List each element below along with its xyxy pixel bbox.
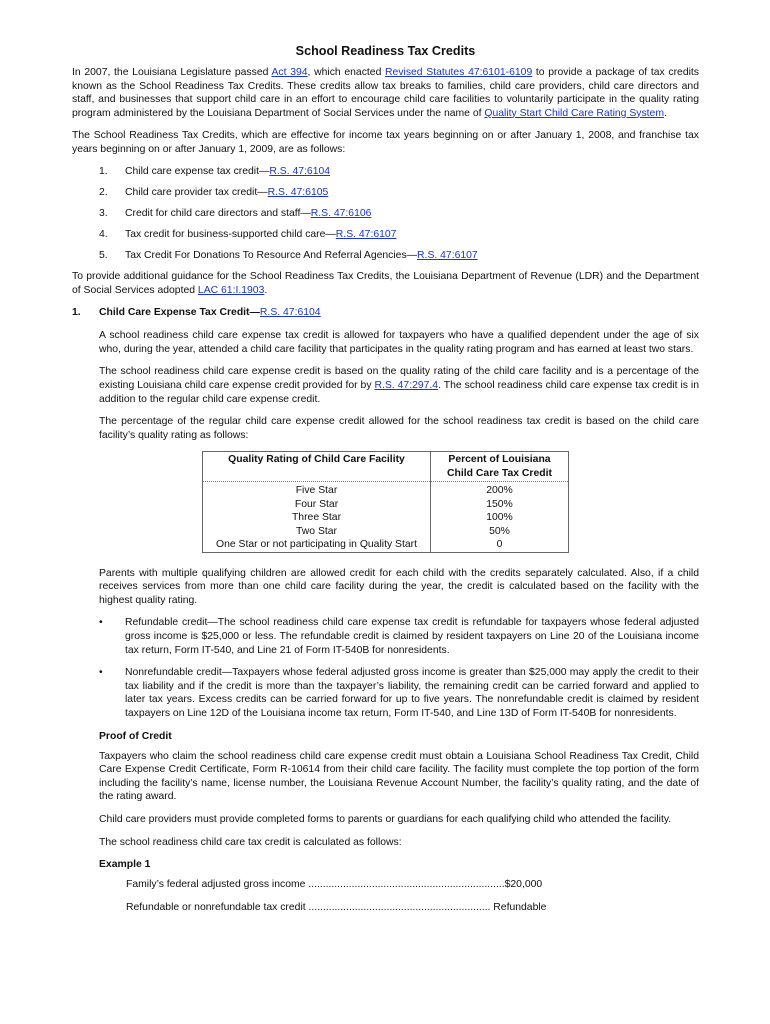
rs-link[interactable]: R.S. 47:6107 [417, 249, 478, 261]
table-cell: 0 [496, 539, 503, 551]
multiple-children-paragraph: Parents with multiple qualifying children are allowed credit for each child with the credits separately calculated. Also, if a child receives services from more than one child care facility during the year, the credit is calculated based on the facility with the highest quality rating. [99, 567, 699, 606]
intro-text: , which enacted [307, 67, 386, 78]
table-cell: 50% [489, 525, 510, 537]
document-title: School Readiness Tax Credits [295, 44, 476, 58]
rs-link[interactable]: R.S. 47:6104 [269, 165, 331, 177]
credits-list [72, 165, 699, 263]
revised-statutes-link[interactable]: Revised Statutes 47:6101-6109 [385, 67, 533, 78]
example-heading: Example 1 [99, 859, 151, 871]
list-item: 2. Child care provider tax credit—R.S. 47:6105 [99, 186, 329, 198]
table-cell: 150% [486, 498, 513, 510]
rs-link[interactable]: R.S. 47:6107 [335, 228, 397, 240]
list-item: • Nonrefundable credit—Taxpayers whose federal adjusted gross income is greater than $25,000 may apply the credit to their tax liability and if the credit is more than the taxpayer’s liability, the remaining credit can be carried forward and applied to later tax years. Excess credits can be carried forward for up to five years. The nonrefundable credit is claimed by resident taxpayers on Line 12D of the Louisiana income tax return, Form IT-540, and Line 13D of Form IT-540B for nonresidents. [99, 667, 699, 720]
intro-paragraph [72, 66, 699, 120]
example-line: Family’s federal adjusted gross income ....................................................................$20,000 [126, 879, 543, 891]
lac-link[interactable]: LAC 61:I.1903 [197, 284, 265, 296]
act-394-link[interactable]: Act 394 [271, 67, 308, 78]
quality-rating-table [202, 451, 569, 552]
table-row [203, 511, 569, 525]
section-paragraph: The school readiness child care expense credit is based on the quality rating of the child care facility and is a percentage of the existing Louisiana child care expense credit provided for by R.S. 47:297.4. The school readiness child care expense tax credit is in addition to the regular child care expense credit. [99, 366, 699, 405]
table-row [203, 538, 569, 552]
proof-paragraph: Taxpayers who claim the school readiness child care expense credit must obtain a Louisiana School Readiness Tax Credit, Child Care Expense Credit Certificate, Form R-10614 from their child care facility. The facility must complete the top portion of the form including the facility’s name, license number, the Louisiana Revenue Account Number, the facility’s quality rating, and the date of the rating award. [99, 750, 699, 803]
section-paragraph: A school readiness child care expense tax credit is allowed for taxpayers who have a qualified dependent under the age of six who, during the year, attended a child care facility that participates in the quality rating program and has earned at least two stars. [99, 330, 699, 355]
document-page [72, 44, 699, 923]
list-item: • Refundable credit—The school readiness child care expense tax credit is refundable for taxpayers whose federal adjusted gross income is $25,000 or less. The refundable credit is claimed by resident taxpayers on Line 20 of the Louisiana income tax return, Form IT-540, and Line 21 of Form IT-540B for nonresidents. [99, 617, 699, 656]
table-cell: 100% [486, 512, 513, 524]
table-row [203, 482, 569, 498]
table-cell: Five Star [203, 482, 431, 498]
section-paragraph: The percentage of the regular child care expense credit allowed for the school readiness tax credit is based on the child care facility’s quality rating as follows: [99, 416, 699, 441]
table-cell: Three Star [203, 511, 431, 525]
intro-text: In 2007, the Louisiana Legislature passed [72, 67, 272, 78]
proof-paragraph: Child care providers must provide completed forms to parents or guardians for each qualifying child who attended the facility. [99, 814, 672, 825]
intro-text: to provide a package of tax credits known as the School Readiness Tax Credits. These credits allow tax breaks to families, child care providers, child care directors and staff, and businesses that support child care in an effort to encourage child care facilities to voluntarily participate in the quality rating program administered by the Louisiana Department of Social Services under the name of [72, 67, 699, 119]
table-cell: One Star or not participating in Quality Start [203, 538, 431, 552]
rs-link[interactable]: R.S. 47:6106 [310, 207, 372, 219]
table-row [203, 525, 569, 539]
rs-297-link[interactable]: R.S. 47:297.4 [374, 380, 439, 391]
bullet-icon: • [99, 667, 103, 679]
list-item: 5. Tax Credit For Donations To Resource And Referral Agencies—R.S. 47:6107 [99, 249, 478, 261]
table-row [203, 498, 569, 512]
list-item: 1. Child care expense tax credit—R.S. 47:6104 [99, 165, 331, 177]
table-header: Percent of Louisiana Child Care Tax Credit [431, 452, 569, 482]
rs-link[interactable]: R.S. 47:6104 [259, 307, 321, 319]
table-cell: Four Star [203, 498, 431, 512]
bullet-icon: • [99, 617, 103, 629]
guidance-paragraph: To provide additional guidance for the School Readiness Tax Credits, the Louisiana Department of Revenue (LDR) and the Department of Social Services adopted LAC 61:I.1903. [72, 271, 699, 296]
table-cell: Two Star [203, 525, 431, 539]
proof-paragraph: The school readiness child care tax credit is calculated as follows: [99, 836, 402, 848]
table-cell: 200% [486, 485, 513, 497]
list-item: 3. Credit for child care directors and staff—R.S. 47:6106 [99, 207, 372, 219]
proof-heading: Proof of Credit [99, 730, 172, 742]
rs-link[interactable]: R.S. 47:6105 [267, 186, 329, 198]
effective-paragraph: The School Readiness Tax Credits, which are effective for income tax years beginning on or after January 1, 2008, and franchise tax years beginning on or after January 1, 2009, are as follows: [72, 130, 699, 155]
table-header: Quality Rating of Child Care Facility [203, 452, 431, 482]
table-header-row [203, 452, 569, 482]
example-line: Refundable or nonrefundable tax credit ............................................................... Refundable [126, 901, 547, 913]
intro-text: . [663, 107, 667, 119]
section-heading: 1. Child Care Expense Tax Credit—R.S. 47:6104 [72, 307, 321, 319]
list-item: 4. Tax credit for business-supported child care—R.S. 47:6107 [99, 228, 397, 240]
quality-start-link[interactable]: Quality Start Child Care Rating System [484, 107, 664, 119]
